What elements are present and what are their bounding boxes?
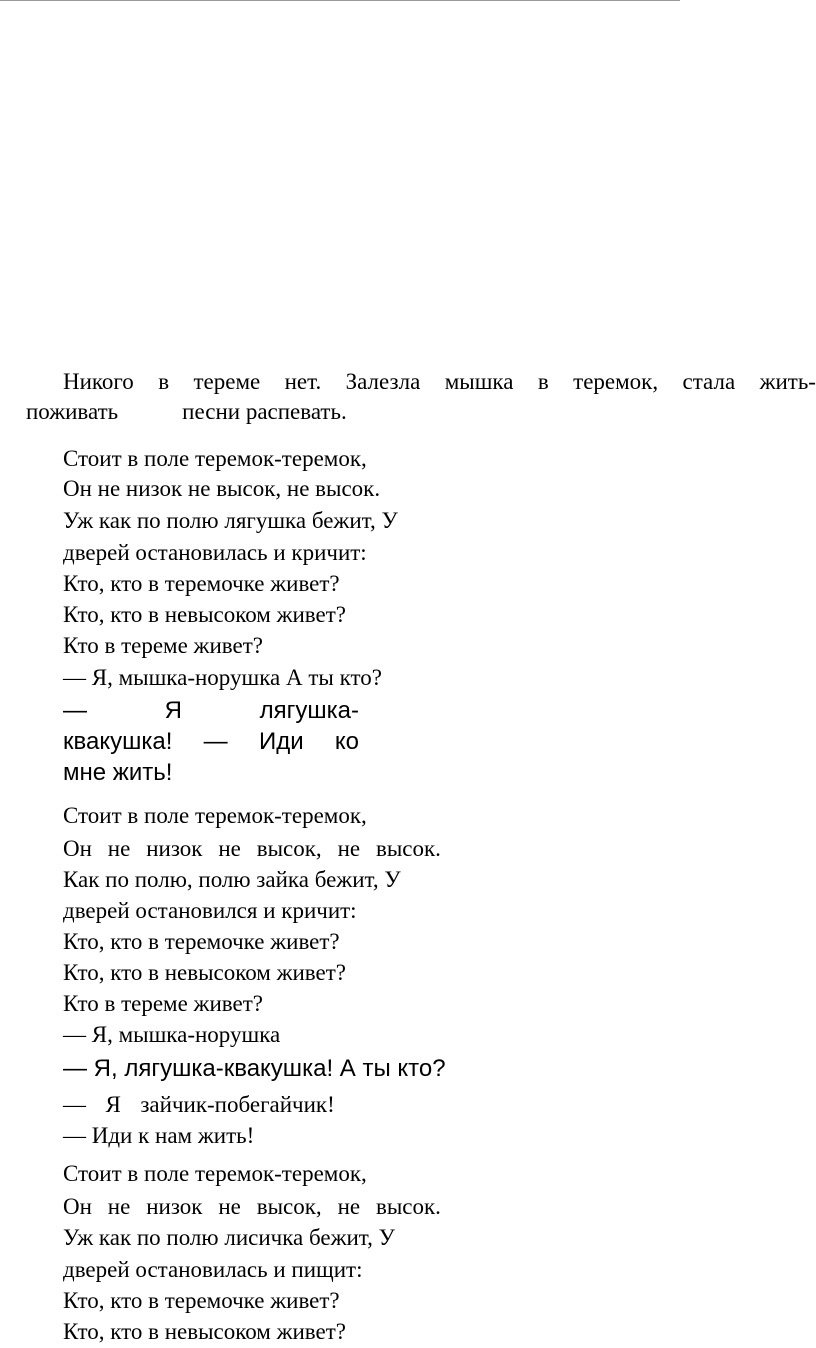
stanza-2-line-2	[63, 834, 441, 864]
stanza-1-line-3: Уж как по полю лягушка бежит, У	[63, 508, 398, 533]
word: Иди	[258, 728, 304, 755]
stanza-1-line-5: Кто, кто в теремочке живет?	[63, 571, 340, 596]
intro-line-2	[26, 397, 816, 427]
stanza-2-line-11: — Иди к нам жить!	[63, 1123, 255, 1148]
word: —	[63, 697, 87, 724]
stanza-1-line-7: Кто в тереме живет?	[63, 633, 263, 658]
stanza-2-line-6: Кто, кто в невысоком живет?	[63, 960, 346, 985]
stanza-3-line-2	[63, 1192, 441, 1222]
stanza-2-line-10	[63, 1090, 335, 1120]
word: высок.	[375, 836, 441, 861]
word: стала	[682, 369, 736, 394]
stanza-2-line-9: — Я, лягушка-квакушка! А ты кто?	[63, 1055, 446, 1082]
stanza-2-line-8: — Я, мышка-норушка	[63, 1022, 281, 1047]
word: высок,	[256, 836, 322, 861]
stanza-3-line-3: Уж как по полю лисичка бежит, У	[63, 1225, 395, 1250]
stanza-3-line-5: Кто, кто в теремочке живет?	[63, 1288, 340, 1313]
top-divider	[0, 0, 680, 1]
intro-line-1	[26, 367, 816, 397]
word: не	[218, 836, 241, 861]
intro-paragraph	[26, 367, 816, 427]
word: низок	[146, 1194, 203, 1219]
word: Он	[63, 1194, 92, 1219]
stanza-1-line-9	[63, 696, 359, 726]
word: не	[337, 1194, 361, 1219]
word: зайчик-побегайчик!	[140, 1092, 335, 1117]
word: Залезла	[345, 369, 421, 394]
word: жить-	[759, 369, 816, 394]
stanza-2-line-1: Стоит в поле теремок-теремок,	[63, 803, 367, 828]
intro-line-2-start: поживать	[26, 399, 119, 424]
word: в	[158, 369, 170, 394]
stanza-2-line-7: Кто в тереме живет?	[63, 991, 263, 1016]
word: не	[337, 836, 361, 861]
stanza-1-line-10	[63, 727, 359, 757]
word: квакушка!	[63, 728, 173, 755]
word: Я	[164, 697, 182, 724]
word: низок	[146, 836, 203, 861]
stanza-3-line-6: Кто, кто в невысоком живет?	[63, 1319, 346, 1344]
word: высок.	[375, 1194, 441, 1219]
word: лягушка-	[259, 697, 359, 724]
stanza-2-line-5: Кто, кто в теремочке живет?	[63, 929, 340, 954]
word: Он	[63, 836, 92, 861]
word: в	[537, 369, 549, 394]
stanza-3-line-1: Стоит в поле теремок-теремок,	[63, 1161, 367, 1186]
stanza-1-line-6: Кто, кто в невысоком живет?	[63, 602, 346, 627]
word: —	[203, 728, 228, 755]
stanza-1-line-2: Он не низок не высок, не высок.	[63, 476, 381, 501]
word: нет.	[284, 369, 322, 394]
stanza-2-line-3: Как по полю, полю зайка бежит, У	[63, 867, 401, 892]
stanza-1-line-1: Стоит в поле теремок-теремок,	[63, 446, 367, 471]
word: Никого	[63, 369, 134, 394]
word: Я	[105, 1092, 121, 1117]
word: не	[218, 1194, 241, 1219]
word: высок,	[256, 1194, 322, 1219]
word: не	[107, 1194, 131, 1219]
word: мышка	[444, 369, 514, 394]
word: тереме	[193, 369, 261, 394]
word: —	[63, 1092, 86, 1117]
word: не	[107, 836, 131, 861]
stanza-3-line-4: дверей остановилась и пищит:	[63, 1257, 363, 1282]
stanza-2-line-4: дверей остановился и кричит:	[63, 898, 357, 923]
word: ко	[334, 728, 359, 755]
intro-line-2-end: песни распевать.	[182, 399, 347, 424]
stanza-1-line-11: мне жить!	[63, 759, 173, 786]
stanza-1-line-8: — Я, мышка-норушка А ты кто?	[63, 665, 382, 690]
stanza-1-line-4: дверей остановилась и кричит:	[63, 540, 367, 565]
word: теремок,	[573, 369, 659, 394]
